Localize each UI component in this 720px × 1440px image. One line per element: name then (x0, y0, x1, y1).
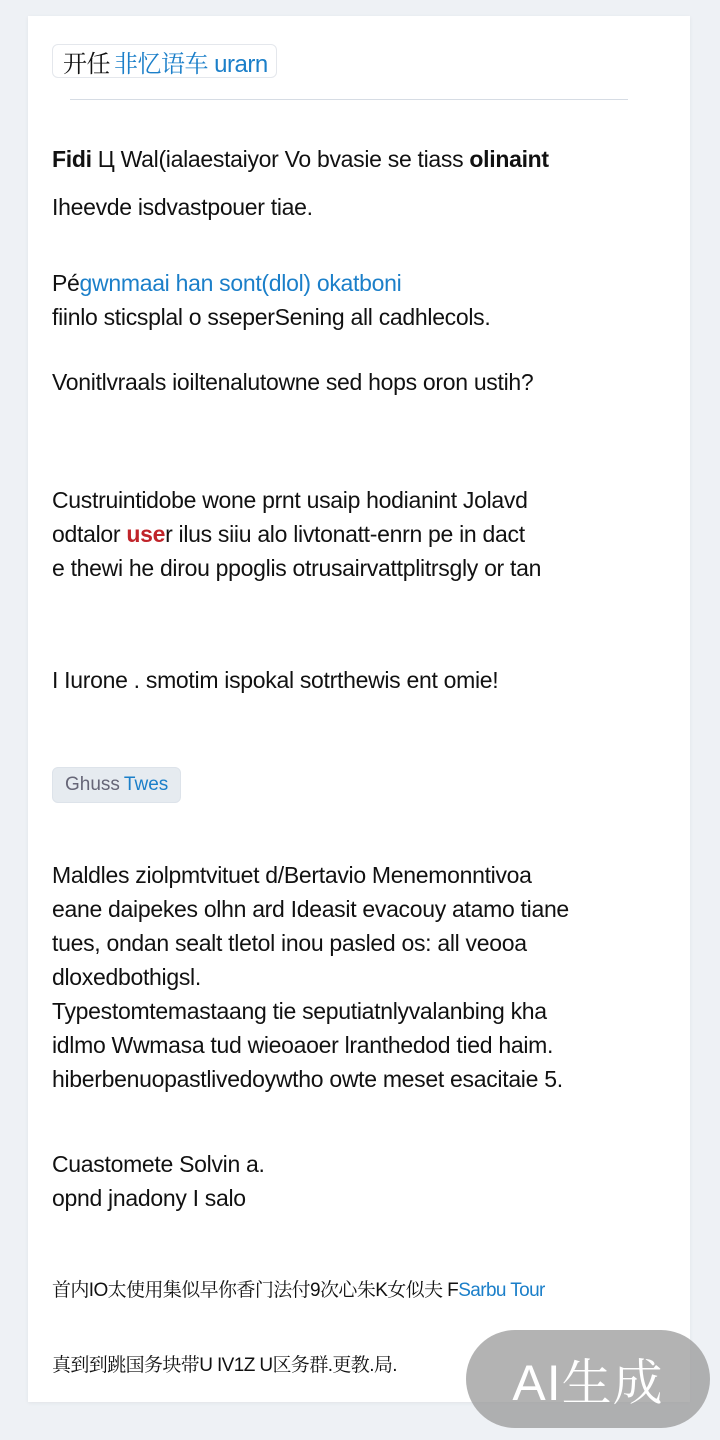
paragraph-1 (52, 142, 672, 224)
brand-text-dark: 开任 (63, 50, 110, 78)
paragraph-4-text-b: r ilus siiu alo livtonatt-enrn pe in dact (165, 521, 525, 547)
tag-chip[interactable] (52, 767, 181, 803)
paragraph-5-line-1: I Iurone . smotim ispokal sotrthewis ent omie! (52, 667, 499, 693)
paragraph-7 (52, 1147, 672, 1215)
paragraph-4-highlight: use (126, 521, 166, 547)
ai-generated-watermark (466, 1330, 710, 1428)
paragraph-4-line-3: e thewi he dirou ppoglis otrusairvattplitrsgly or tan (52, 555, 542, 581)
watermark-text: AI生成 (512, 1355, 664, 1411)
cjk-line-2 (52, 1350, 397, 1377)
paragraph-3-line-1: Vonitlvraals ioiltenalutowne sed hops oron ustih? (52, 369, 534, 395)
paragraph-2 (52, 266, 672, 334)
tag-label: Ghuss (65, 774, 120, 795)
cjk-line-2-text: 真到到跳国务块带U IV1Z U区务群.更教.局. (52, 1355, 397, 1376)
cjk-line-1-link[interactable]: Sarbu Tour (458, 1280, 545, 1301)
paragraph-6 (52, 858, 672, 1096)
paragraph-6-line-1: Maldles ziolpmtvituet d/Bertavio Menemonntivoa (52, 862, 532, 888)
paragraph-6-line-2: eane daipekes olhn ard Ideasit evacouy atamo tiane (52, 896, 569, 922)
paragraph-6-line-4: dloxedbothigsl. (52, 964, 201, 990)
paragraph-1-line-2: Iheevde isdvastpouer tiae. (52, 194, 313, 220)
paragraph-6-line-7: hiberbenuopastlivedoywtho owte meset esacitaie 5. (52, 1066, 563, 1092)
paragraph-5 (52, 663, 672, 697)
paragraph-4 (52, 483, 672, 585)
paragraph-7-line-2: opnd jnadony I salo (52, 1185, 246, 1211)
tag-accent: Twes (123, 774, 169, 795)
paragraph-1-bold-end: olinaint (469, 146, 549, 172)
paragraph-1-line-1 (52, 142, 672, 176)
paragraph-4-line-2 (52, 517, 672, 551)
cjk-line-1 (52, 1275, 545, 1302)
paragraph-7-line-1: Cuastomete Solvin a. (52, 1151, 265, 1177)
paragraph-2-line-2: fiinlo sticsplal o sseperSening all cadhlecols. (52, 304, 491, 330)
document-page (28, 16, 690, 1402)
paragraph-2-text-b: gwnmaai han sont(dlol) okatboni (79, 270, 402, 296)
paragraph-3 (52, 365, 672, 399)
paragraph-6-line-5: Typestomtemastaang tie seputiatnlyvalanbing kha (52, 998, 547, 1024)
paragraph-6-line-6: idlmo Wwmasa tud wieoaoer lranthedod tied haim. (52, 1032, 554, 1058)
header-divider (70, 99, 628, 100)
cjk-line-1-text: 首内IO太使用集似早你香门法付9次心朱K女似夫 F (52, 1280, 459, 1301)
paragraph-6-line-3: tues, ondan sealt tletol inou pasled os: all veooa (52, 930, 527, 956)
paragraph-1-bold-start: Fidi (52, 146, 92, 172)
paragraph-4-text-a: odtalor (52, 521, 127, 547)
paragraph-2-text-a: Pé (52, 270, 80, 296)
brand-logo[interactable] (52, 44, 277, 78)
brand-text-blue: 非忆语车 urarn (114, 50, 268, 78)
paragraph-4-line-1: Custruintidobe wone prnt usaip hodianint Jolavd (52, 487, 528, 513)
paragraph-2-line-1 (52, 266, 672, 300)
paragraph-1-text: Ц Wal(ialaestaiyor Vo bvasie se tiass (91, 146, 470, 172)
